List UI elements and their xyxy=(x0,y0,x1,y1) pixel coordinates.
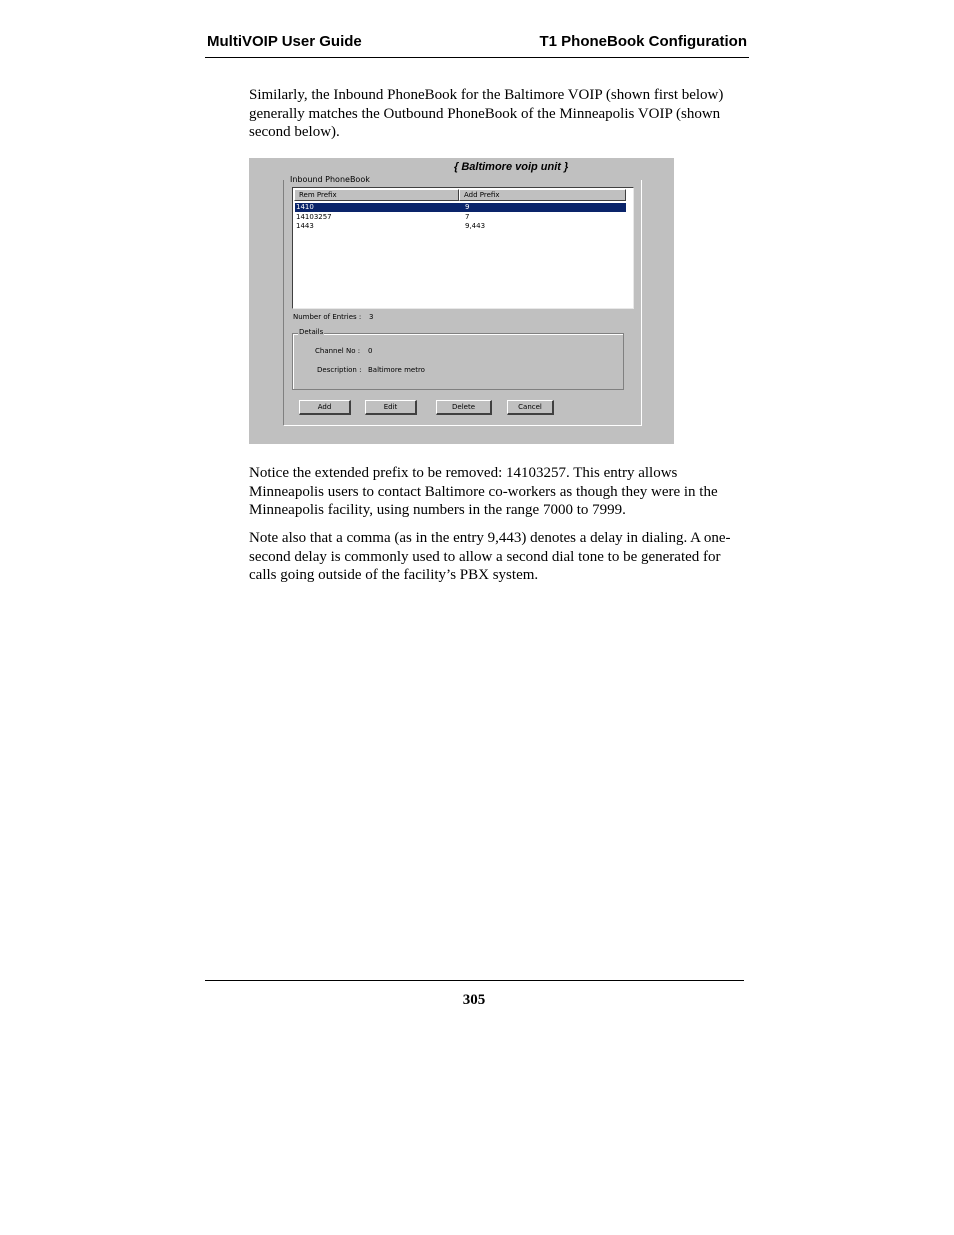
rem-prefix-cell: 14103257 xyxy=(296,213,332,221)
add-prefix-cell: 9 xyxy=(465,203,470,211)
column-header-add-prefix[interactable]: Add Prefix xyxy=(459,189,626,201)
description-value[interactable]: Baltimore metro xyxy=(368,366,425,374)
prefix-note-paragraph: Notice the extended prefix to be removed: 14103257. This entry allows Minneapolis users to contact Baltimore co-workers as though they were in the Minneapolis facility, using numbers in the range 7000 to 7999. xyxy=(249,465,718,518)
list-row[interactable] xyxy=(295,213,626,222)
channel-label: Channel No : xyxy=(315,347,361,355)
column-header-rem-prefix[interactable]: Rem Prefix xyxy=(294,189,459,201)
edit-button[interactable]: Edit xyxy=(365,400,417,415)
add-button[interactable]: Add xyxy=(299,400,351,415)
list-row[interactable] xyxy=(295,203,626,212)
page-number: 305 xyxy=(462,992,486,1008)
header-right: T1 PhoneBook Configuration xyxy=(539,33,747,50)
details-group xyxy=(292,333,624,390)
details-label: Details xyxy=(299,328,324,336)
header-left: MultiVOIP User Guide xyxy=(207,33,362,50)
inbound-phonebook-screenshot xyxy=(249,158,674,444)
phonebook-list[interactable] xyxy=(292,187,634,309)
add-prefix-cell: 9,443 xyxy=(465,222,486,230)
cancel-button[interactable]: Cancel xyxy=(507,400,554,415)
delete-button[interactable]: Delete xyxy=(436,400,492,415)
footer-rule xyxy=(205,980,744,981)
channel-value[interactable]: 0 xyxy=(368,347,373,355)
description-label: Description : xyxy=(317,366,362,374)
unit-title: { Baltimore voip unit } xyxy=(454,161,569,173)
entries-value: 3 xyxy=(369,313,374,321)
header-rule xyxy=(205,57,749,58)
entries-label: Number of Entries : xyxy=(293,313,362,321)
rem-prefix-cell: 1443 xyxy=(296,222,314,230)
intro-paragraph: Similarly, the Inbound PhoneBook for the Baltimore VOIP (shown first below) generally matches the Outbound PhoneBook of the Minneapolis VOIP (shown second below). xyxy=(249,87,724,140)
rem-prefix-cell: 1410 xyxy=(296,203,314,211)
list-row[interactable] xyxy=(295,222,626,231)
comma-delay-paragraph: Note also that a comma (as in the entry 9,443) denotes a delay in dialing. A one-second delay is commonly used to allow a second dial tone to be generated for calls going outside of the facility’s PBX system. xyxy=(249,530,731,583)
add-prefix-cell: 7 xyxy=(465,213,470,221)
window-label: Inbound PhoneBook xyxy=(290,175,370,184)
